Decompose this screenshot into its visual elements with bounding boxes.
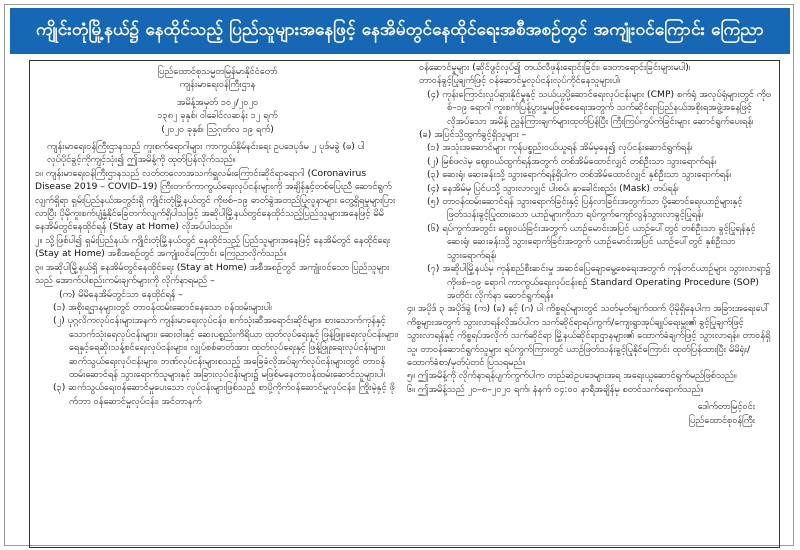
clause-a-2: (၂) ပုဂ္ဂလိကလုပ်ငန်းများအနက် ကျန်းမာရေးလုပ်ငန်း၊ စက်သုံးဆီအရောင်းဆိုင်များ၊ စားသောက်ကုန်နှင့် သောက်သုံးရေလုပ်ငန်းများ၊ ဆေးဝါးနှင့် ဆေးပစ္စည်းကိရိယာ ထုတ်လုပ်ရေးနှင့် ဖြန့်ဖြူးရေးလုပ်ငန်းများ၊ ရေနှင့်ရေဆိုးသန့်စင်ရေးလုပ်ငန်းများ၊ လျှပ်စစ်ဓာတ်အား ထုတ်လုပ်ရေးနှင့် ဖြန့်ဖြူးရေးလုပ်ငန်းများ၊ ဆက်သွယ်ရေးလုပ်ငန်းများ၊ ဘဏ်လုပ်ငန်းများစသည့် အခြေခံလိုအပ်ချက်လုပ်ငန်းများတွင် တာဝန်ထမ်းဆောင်ရန် သွားရောက်သူများနှင့် အခြားလုပ်ငန်းများ၌ မဖြစ်မနေတာဝန်ထမ်းဆောင်သူများပါ၊ [53, 315, 399, 380]
order-date-myanmar: ၁၃၈၂ ခုနှစ်၊ ဝါခေါင်လဆန်း ၁၂ ရက် [157, 110, 278, 122]
paragraph-2: ၂။ သို့ဖြစ်ပါ၍ ရှမ်းပြည်နယ်၊ ကျိုင်းတုံမြို့နယ်တွင် နေထိုင်သည့် ပြည်သူများအနေဖြင့် နေအိမ်တွင် နေထိုင်ရေး (Stay at Home) အစီအစဉ်တွင် အကျုံးဝင်ကြောင်း ကြေညာလိုက်သည်။ [35, 234, 391, 260]
signatory-title: ပြည်ထောင်စုဝန်ကြီး [688, 414, 755, 426]
clause-a-3: (၃) ဆက်သွယ်ရေးဝန်ဆောင်မှုပေးသော လုပ်ငန်းများဖြစ်သည့် စာပို့ကိုက်ဝန်ဆောင်မှုလုပ်ငန်း၊ ကြိုးမဲ့နှင့် ဖိုက်ဘာ ဝန်ဆောင်မှုလုပ်ငန်း၊ အင်တာနက် [53, 382, 395, 407]
clause-b: (ခ) အပြင်သို့ထွက်ခွင့်ရှိသူများ – [419, 129, 527, 141]
order-date-gregorian: (၂၀၂၀ ခုနှစ်၊ ဩဂုတ်လ ၁၉ ရက်) [161, 123, 274, 135]
clause-a-3-continued-2: တာဝန်ခွင့်ပြုချက်ဖြင့် ဝန်ဆောင်မှုလုပ်ငန်းလုပ်ကိုင်နေသူများပါ၊ [419, 75, 621, 87]
intro-paragraph: ကျန်းမာရေးဝန်ကြီးဌာနသည် ကူးစက်ရောဂါများ ကာကွယ်နှိမ်နင်းရေး ဥပဒေပုဒ်မ ၂ ပုဒ်မခွဲ (ဓ) ပါ လုပ်ပိုင်ခွင့်ကိုကျင့်သုံး၍ ဤအမိန့်ကို ထုတ်ပြန်လိုက်သည်။ [47, 141, 365, 166]
clause-a-1: (၁) အစိုးရဌာနများတွင် တာဝန်ထမ်းဆောင်နေသော ဝန်ထမ်းများပါ၊ [53, 301, 272, 313]
announcement-banner [10, 8, 790, 54]
clause-b-7: (၇) အဆိုပါမြို့နယ်မှ ကုန်စည်စီးဆင်းမှု အဆင်ပြေချောမွေ့စေရေးအတွက် ကုန်တင်ယာဉ်များ သွားလာရာ၌ ကိုဗစ်–၁၉ ရောဂါ ကာကွယ်ရေးလုပ်ငန်းစဉ် Standard Operating Procedure (SOP) အတိုင်း လိုက်နာ ဆောင်ရွက်ရန်။ [427, 263, 771, 301]
paragraph-1: ၁။ ကျန်းမာရေးဝန်ကြီးဌာနသည် လတ်တလောအသက်ရှူလမ်းကြောင်းဆိုင်ရာရောဂါ (Coronavirus Disease 2019 – COVID–19) ကြီးတက်ကာကွယ်ရေးလုပ်ငန်းများကို အချိန်နှင့်တစ်ပြေးညီ ဆောင်ရွက်လျက်ရှိရာ ရှမ်းပြည်နယ်အတွင်းရှိ ကျိုင်းတုံမြို့နယ်တွင် ကိုဗစ်–၁၉ ဓာတ်ခွဲအတည်ပြုလူနာများ တွေ့ရှိရမှုများပြားလာပြီး ပိုမိုကူးစက်ပျံ့နှံ့နိုင်ခြေတက်လျက်ရှိပါသဖြင့် အဆိုပါမြို့နယ်တွင်နေထိုင်သည့်ပြည်သူများအနေဖြင့် မိမိနေအိမ်တွင်နေထိုင်ရန် (Stay at Home) လိုအပ်ပါသည်။ [35, 167, 396, 233]
order-panel [29, 60, 780, 548]
clause-a-4: (၄) ကုန်းကြောင်းလှုပ်ရှားနိုင်မှုနှင့် သယ်ယူပို့ဆောင်ရေးလုပ်ငန်းများ (CMP) စက်ရုံ အလုပ်ရုံများတွင် ကိုဗစ်–၁၉ ရောဂါ ကူးစက်ပြန့်ပွားမှုမဖြစ်စေရေးအတွက် သက်ဆိုင်ရာပြည်နယ်အစိုးရအဖွဲ့အနေဖြင့် လိုအပ်သော အမိန့် ညွှန်ကြားချက်များထုတ်ပြန်ပြီး ကြီးကြပ်ကွပ်ကဲခြင်းများ ဆောင်ရွက်ပေးရန်၊ [427, 88, 771, 127]
header-government: ပြည်ထောင်စုသမ္မတမြန်မာနိုင်ငံတော် [157, 66, 278, 77]
clause-b-2: (၂) မြစ်ဖလဲမှ ဈေးဝယ်ထွက်ရန်အတွက် တစ်အိမ်ထောင်လျှင် တစ်ဦးသာ သွားရောက်ရန်၊ [427, 155, 717, 167]
paragraph-4: ၄။ အပိုဒ် ၃ အပိုဒ်ခွဲ (က) (ခ) နှင့် (ဂ) ပါ ကိစ္စရပ်များတွင် သတ်မှတ်ချက်ထက် ပိုမိုရှိနေပါက အခြားအရေးပေါ်ကိစ္စများအတွက် သွားလာရန်လိုအပ်ပါက သက်ဆိုင်ရာရပ်ကွက်/ကျေးရွာအုပ်ချုပ်ရေးမှူး၏ ခွင့်ပြုချက်ဖြင့် သွားလာရန်နှင့် ကိစ္စရပ်အလိုက် သက်ဆိုင်ရာ မြို့နယ်ဆိုင်ရာဌာနများ၏ ထောက်ခံချက်ဖြင့် သွားလာရန်။ တာဝန်ရှိသူ၊ တာဝန်ဆောင်ရွက်သူများ ရပ်ကွက်ကြားတွင် ယာဉ်ဖြတ်သန်းခွင့်ပြုနိုင်ကြောင်း ထုတ်ပြန်ထားပြီး မိမိရုံး/ထောက်ခံစာ/မှတ်ပုံတင် ပြသရမည်။ [407, 303, 771, 368]
header-ministry: ကျန်းမာရေးဝန်ကြီးဌာန [179, 79, 256, 91]
order-number: အမိန့်အမှတ် ၁၀၂/၂၀၂၀ [176, 96, 259, 108]
clause-b-3: (၃) ဆေးရုံ၊ ဆေးခန်းသို့ သွားရောက်ရန်ရှိပါက တစ်အိမ်ထောင်လျှင် နှစ်ဦးသာ သွားရောက်ရန်၊ [427, 169, 732, 181]
left-column [35, 61, 400, 547]
right-column [407, 61, 773, 547]
clause-b-4: (၄) နေအိမ်မှ ပြင်ပသို့ သွားလာလျှင် ပါးစပ်၊ နှာခေါင်းစည်း (Mask) တပ်ရန်၊ [427, 182, 679, 194]
paragraph-6: ၆။ ဤအမိန့်သည် ၂၀–၈–၂၀၂၀ ရက်၊ နံနက် ၀၄:၀၀ နာရီအချိန်မှ စတင်သက်ရောက်သည်။ [407, 383, 704, 395]
clause-b-1: (၁) အသုံးအဆောင်များ ကုန်ပစ္စည်းဝယ်ယူရန် အိမ်မှနေ၍ လုပ်ငန်းဆောင်ရွက်ရန်၊ [427, 142, 693, 154]
clause-a-3-continued: ဝန်ဆောင်မှုများ (ဆိုင်ဖွင့်လုပ်၍ တယ်လီဖုန်းရောင်းခြင်း၊ ဒေတာရောင်းခြင်းများမပါ)၊ [419, 62, 691, 73]
clause-a: (က) မိမိနေအိမ်တွင်သာ နေထိုင်ရန် – [59, 288, 183, 300]
banner-title: ကျိုင်းတုံမြို့နယ်၌ နေထိုင်သည့် ပြည်သူများအနေဖြင့် နေအိမ်တွင်နေထိုင်ရေးအစီအစဉ်တွင် အကျုံးဝင်ကြောင်း ကြေညာ [35, 19, 765, 40]
clause-b-6: (၆) ရပ်ကွက်အတွင်း ဈေးဝယ်ခြင်းအတွက် ယာဉ်မောင်းအပြင် ယာဉ်ပေါ်တွင် တစ်ဦးသာ ခွင့်ပြုရန်နှင့် ဆေးရုံ၊ ဆေးခန်းသို့ သွားရောက်ခြင်းအတွက် ယာဉ်မောင်းအပြင် ယာဉ်ပေါ်တွင် နှစ်ဦးသာ သွားရောက်ရန်၊ [427, 222, 756, 261]
clause-b-5: (၅) တာဝန်ထမ်းဆောင်ရန် သွားရောက်ခြင်းနှင့် ပြန်လာခြင်းအတွက်သာ ပို့ဆောင်ရေးယာဉ်များနှင့် ဖြတ်သန်းခွင့်ပြုထားသော ယာဉ်များကိုသာ ရပ်ကွက်ကျော်လွန်သွားလာခွင့်ပြုရန်၊ [427, 196, 743, 221]
signatory-name: ဒေါက်တာမြင့်ဝင်း [697, 401, 755, 413]
paragraph-3: ၃။ အဆိုပါမြို့နယ်ရှိ နေအိမ်တွင်နေထိုင်ရေး (Stay at Home) အစီအစဉ်တွင် အကျုံးဝင်သော ပြည်သူများသည် အောက်ပါစည်းကမ်းချက်များကို လိုက်နာရမည် – [35, 261, 390, 287]
paragraph-5: ၅။ ဤအမိန့်ကို လိုက်နာရန်ပျက်ကွက်ပါက တည်ဆဲဥပဒေများအရ အရေးယူဆောင်ရွက်မည်ဖြစ်သည်။ [407, 370, 737, 382]
